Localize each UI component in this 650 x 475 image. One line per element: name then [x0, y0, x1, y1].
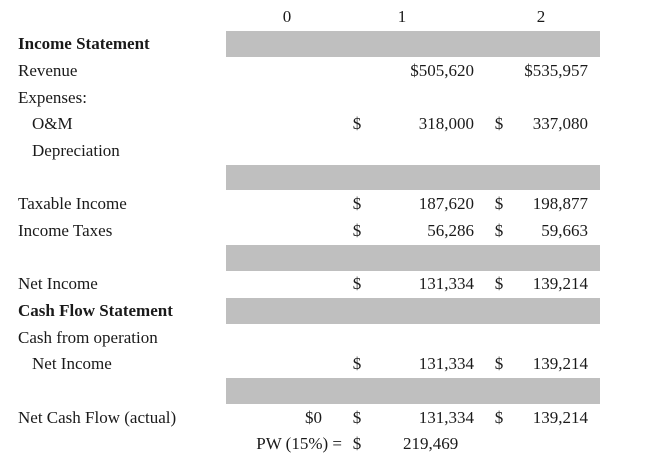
cash-flow-statement-title: Cash Flow Statement: [18, 301, 173, 320]
taxable-income-year-2: 198,877: [532, 194, 588, 213]
income-taxes-currency-1: $: [352, 221, 362, 240]
net-income-currency-2: $: [494, 274, 504, 293]
cf-net-income-currency-1: $: [352, 354, 362, 373]
net-cash-flow-year-1: 131,334: [418, 408, 474, 427]
cf-net-income-currency-2: $: [494, 354, 504, 373]
present-worth-value: 219,469: [403, 434, 459, 453]
expenses-label: Expenses:: [18, 88, 87, 107]
om-label: O&M: [32, 114, 73, 133]
income-taxes-row: [0, 218, 650, 244]
present-worth-currency: $: [352, 434, 362, 453]
net-cash-flow-year-2: 139,214: [532, 408, 588, 427]
om-row: [0, 111, 650, 137]
present-worth-label: PW (15%) =: [256, 434, 342, 453]
depreciation-label: Depreciation: [32, 141, 120, 160]
net-cash-flow-year-0: $0: [305, 408, 322, 427]
net-income-currency-1: $: [352, 274, 362, 293]
cf-net-income-year-1: 131,334: [418, 354, 474, 373]
taxable-income-currency-1: $: [352, 194, 362, 213]
income-statement-title: Income Statement: [18, 34, 150, 53]
om-year-2: 337,080: [532, 114, 588, 133]
taxable-income-label: Taxable Income: [18, 194, 127, 213]
net-cash-flow-label: Net Cash Flow (actual): [18, 408, 177, 427]
revenue-year-1: $505,620: [410, 61, 474, 80]
revenue-year-2: $535,957: [524, 61, 588, 80]
cf-net-income-row: [0, 351, 650, 377]
expenses-row: [0, 85, 650, 111]
present-worth-row: [0, 431, 650, 457]
cash-flow-statement-title-row: [0, 298, 650, 324]
header-year-2: 2: [536, 7, 546, 26]
revenue-label: Revenue: [18, 61, 78, 80]
net-cash-flow-currency-1: $: [352, 408, 362, 427]
om-currency-2: $: [494, 114, 504, 133]
income-taxes-currency-2: $: [494, 221, 504, 240]
taxable-income-year-1: 187,620: [418, 194, 474, 213]
cash-from-operation-label: Cash from operation: [18, 328, 158, 347]
shaded-band-before-net-cash-flow: [226, 378, 600, 404]
cash-from-operation-row: [0, 325, 650, 351]
header-row: [0, 4, 650, 30]
net-cash-flow-currency-2: $: [494, 408, 504, 427]
net-income-label: Net Income: [18, 274, 98, 293]
shaded-band-before-net-income: [226, 245, 600, 271]
taxable-income-currency-2: $: [494, 194, 504, 213]
income-taxes-year-1: 56,286: [427, 221, 474, 240]
cf-net-income-year-2: 139,214: [532, 354, 588, 373]
net-income-year-1: 131,334: [418, 274, 474, 293]
income-statement-title-row: [0, 31, 650, 57]
net-cash-flow-row: [0, 405, 650, 431]
net-income-year-2: 139,214: [532, 274, 588, 293]
om-year-1: 318,000: [418, 114, 474, 133]
depreciation-row: [0, 138, 650, 164]
shaded-band-before-taxable: [226, 165, 600, 190]
cf-net-income-label: Net Income: [32, 354, 112, 373]
header-year-0: 0: [282, 7, 292, 26]
income-taxes-label: Income Taxes: [18, 221, 113, 240]
taxable-income-row: [0, 191, 650, 217]
revenue-row: [0, 58, 650, 84]
net-income-row: [0, 271, 650, 297]
income-taxes-year-2: 59,663: [541, 221, 588, 240]
om-currency-1: $: [352, 114, 362, 133]
header-year-1: 1: [397, 7, 407, 26]
